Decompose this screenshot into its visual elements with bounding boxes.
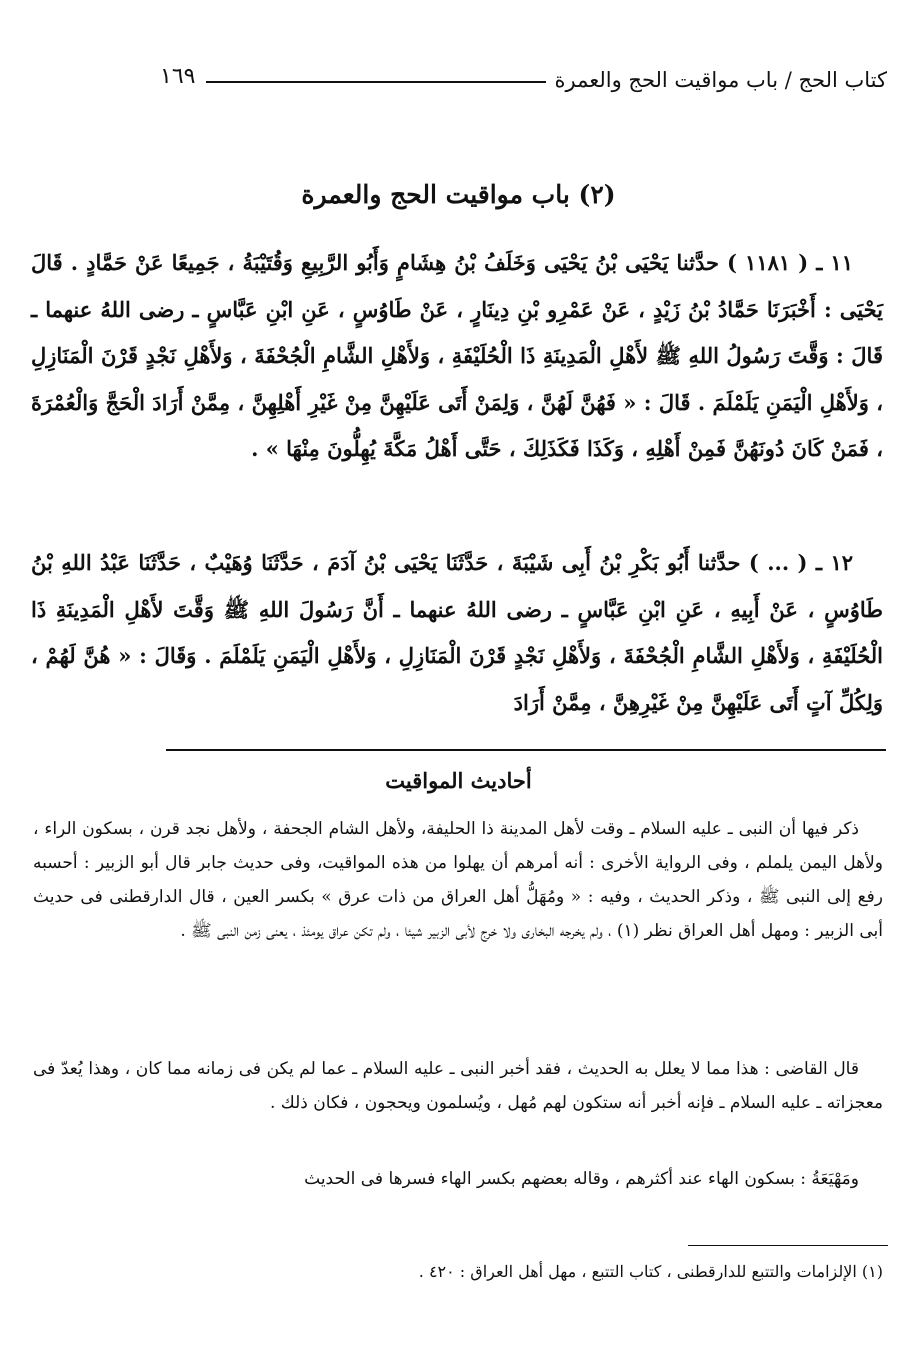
page-number: ١٦٩ — [160, 64, 196, 89]
commentary-text: قال القاضى : هذا مما لا يعلل به الحديث ، فقد أخبر النبى ـ عليه السلام ـ عما لم يكن فى زمانه مما كان ، وهذا يُعدّ فى معجزاته ـ عليه السلام ـ فإنه أخبر أنه ستكون لهم مُهل ، ويُسلمون ويحجون ، فكان ذلك . — [33, 1059, 883, 1113]
footnote: (١) الإلزامات والتتبع للدارقطنى ، كتاب التتبع ، مهل أهل العراق : ٤٢٠ . — [418, 1262, 883, 1281]
commentary-paragraph — [33, 1162, 883, 1196]
footnote-rule — [688, 1245, 888, 1246]
hadith-text: ١١ ـ ( ١١٨١ ) حدَّثنا يَحْيَى بْنُ يَحْيَى وَخَلَفُ بْنُ هِشَامٍ وَأَبُو الرَّبِيعِ وَقُتَيْبَةُ ، جَمِيعًا عَنْ حَمَّادٍ . قَالَ يَحْيَى : أَخْبَرَنَا حَمَّادُ بْنُ زَيْدٍ ، عَنْ عَمْرِو بْنِ دِينَارٍ ، عَنْ طَاوُسٍ ، عَنِ ابْنِ عَبَّاسٍ ـ رضى اللهُ عنهما ـ قَالَ : وَقَّتَ رَسُولُ اللهِ ﷺ لأَهْلِ الْمَدِينَةِ ذَا الْحُلَيْفَةِ ، وَلأَهْلِ الشَّامِ الْجُحْفَةَ ، وَلأَهْلِ نَجْدٍ قَرْنَ الْمَنَازِلِ ، وَلأَهْلِ الْيَمَنِ يَلَمْلَمَ . قَالَ : « فَهُنَّ لَهُنَّ ، وَلِمَنْ أَتَى عَلَيْهِنَّ مِنْ غَيْرِ أَهْلِهِنَّ ، مِمَّنْ أَرَادَ الْحَجَّ وَالْعُمْرَةَ ، فَمَنْ كَانَ دُونَهُنَّ فَمِنْ أَهْلِهِ ، وَكَذَا فَكَذَلِكَ ، حَتَّى أَهْلُ مَكَّةَ يُهِلُّونَ مِنْهَا » . — [31, 250, 883, 461]
section-divider — [166, 749, 886, 751]
hadith-11 — [31, 240, 883, 473]
hadith-12 — [31, 540, 883, 726]
commentary-title: أحاديث المواقيت — [385, 768, 532, 793]
commentary-text: ذكر فيها أن النبى ـ عليه السلام ـ وقت لأهل المدينة ذا الحليفة، ولأهل الشام الجحفة ، ولأهل نجد قرن ، بسكون الراء ، ولأهل اليمن يلملم ، وفى الرواية الأخرى : أنه أمرهم أن يهلوا من هذه المواقيت، وفى حديث جابر قال أبو الزبير : أحسبه رفع إلى النبى ﷺ ، وذكر الحديث ، وفيه : « ومُهَلُّ أهل العراق من ذات عرق » بكسر العين ، قال الدارقطنى فى حديث أبى الزبير : ومهل أهل العراق نظر (١) ، ولم يخرجه البخارى ولا خرج لأبى الزبير شيئا ، ولم تكن عراق يومئذ ، يعنى زمن النبى ﷺ . — [33, 819, 883, 941]
chapter-title: (٢) باب مواقيت الحج والعمرة — [301, 180, 616, 209]
commentary-paragraph — [33, 812, 883, 948]
commentary-text: ومَهْيَعَةُ : بسكون الهاء عند أكثرهم ، وقاله بعضهم بكسر الهاء فسرها فى الحديث — [304, 1169, 859, 1189]
header-rule — [206, 81, 546, 83]
hadith-text: ١٢ ـ ( ... ) حدَّثنا أَبُو بَكْرِ بْنُ أَبِى شَيْبَةَ ، حَدَّثَنَا يَحْيَى بْنُ آدَمَ ، حَدَّثَنَا وُهَيْبٌ ، حَدَّثَنَا عَبْدُ اللهِ بْنُ طَاوُسٍ ، عَنْ أَبِيهِ ، عَنِ ابْنِ عَبَّاسٍ ـ رضى اللهُ عنهما ـ أَنَّ رَسُولَ اللهِ ﷺ وَقَّتَ لأَهْلِ الْمَدِينَةِ ذَا الْحُلَيْفَةِ ، وَلأَهْلِ الشَّامِ الْجُحْفَةَ ، وَلأَهْلِ نَجْدٍ قَرْنَ الْمَنَازِلِ ، وَلأَهْلِ الْيَمَنِ يَلَمْلَمَ . وَقَالَ : « هُنَّ لَهُمْ ، وَلِكُلِّ آتٍ أَتَى عَلَيْهِنَّ مِنْ غَيْرِهِنَّ ، مِمَّنْ أَرَادَ — [31, 550, 883, 715]
running-title: كتاب الحج / باب مواقيت الحج والعمرة — [554, 68, 887, 92]
commentary-paragraph — [33, 1052, 883, 1120]
page-header — [0, 64, 917, 104]
